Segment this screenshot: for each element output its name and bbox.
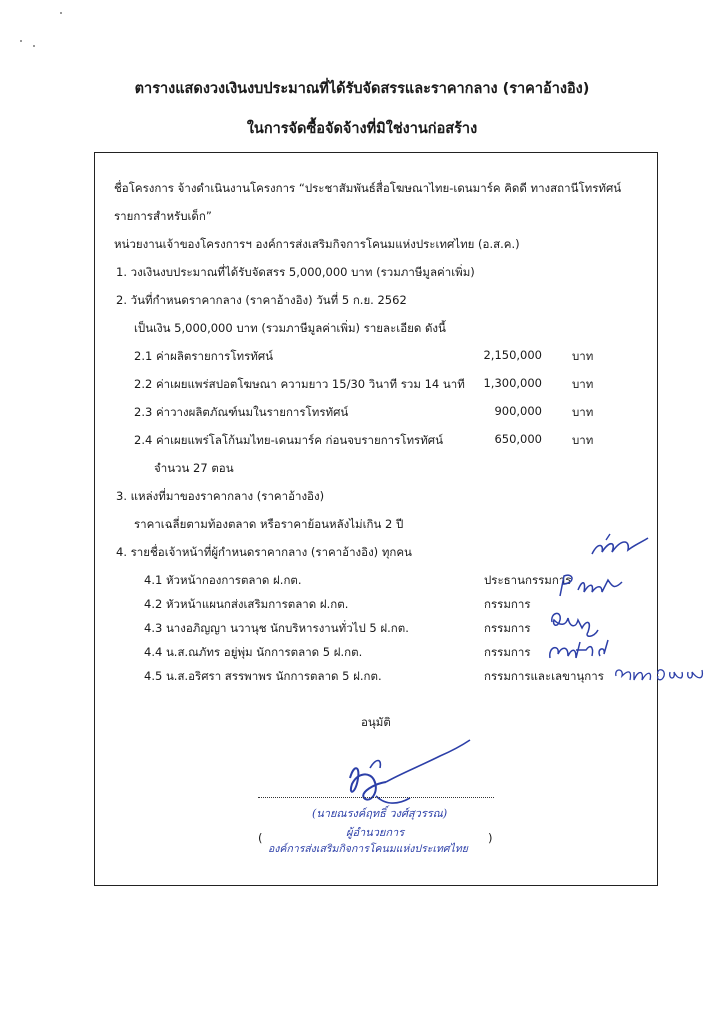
committee-member-role: กรรมการ xyxy=(484,597,531,611)
cost-item-label: 2.3 ค่าวางผลิตภัณฑ์นมในรายการโทรทัศน์ xyxy=(134,405,349,419)
committee-member-role: กรรมการ xyxy=(484,645,531,659)
reference-date-line: 2. วันที่กำหนดราคากลาง (ราคาอ้างอิง) วันที่ 5 ก.ย. 2562 xyxy=(116,293,407,307)
director-organization: องค์การส่งเสริมกิจการโคนมแห่งประเทศไทย xyxy=(268,843,468,855)
handwritten-signature-4-5 xyxy=(612,662,710,686)
committee-member-role: กรรมการและเลขานุการ xyxy=(484,669,604,683)
reference-amount-line: เป็นเงิน 5,000,000 บาท (รวมภาษีมูลค่าเพิ่ม) รายละเอียด ดังนี้ xyxy=(134,321,446,335)
handwritten-initials-signature xyxy=(590,532,650,566)
handwritten-signature-4-1 xyxy=(556,570,626,600)
signature-dotted-line xyxy=(258,797,494,798)
cost-item-unit: บาท xyxy=(572,405,594,419)
committee-member-role: กรรมการ xyxy=(484,621,531,635)
document-title-line-1: ตารางแสดงวงเงินงบประมาณที่ได้รับจัดสรรและราคากลาง (ราคาอ้างอิง) xyxy=(134,81,590,97)
scan-speck xyxy=(33,45,35,47)
price-source-heading: 3. แหล่งที่มาของราคากลาง (ราคาอ้างอิง) xyxy=(116,489,325,503)
cost-item-label: 2.4 ค่าเผยแพร่โลโก้นมไทย-เดนมาร์ค ก่อนจบรายการโทรทัศน์ xyxy=(134,433,443,447)
committee-member-name: 4.2 หัวหน้าแผนกส่งเสริมการตลาด ฝ.กต. xyxy=(144,597,349,611)
budget-line: 1. วงเงินงบประมาณที่ได้รับจัดสรร 5,000,000 บาท (รวมภาษีมูลค่าเพิ่ม) xyxy=(116,265,475,279)
director-position: ผู้อำนวยการ xyxy=(346,826,405,839)
committee-member-name: 4.5 น.ส.อริศรา สรรพาพร นักการตลาด 5 ฝ.กต. xyxy=(144,669,382,683)
cost-item-unit: บาท xyxy=(572,377,594,391)
paren-close: ) xyxy=(488,831,493,845)
director-name: (นายณรงค์ฤทธิ์ วงศ์สุวรรณ) xyxy=(312,807,448,820)
committee-member-name: 4.4 น.ส.ณภัทร อยู่พุ่ม นักการตลาด 5 ฝ.กต. xyxy=(144,645,363,659)
scan-speck xyxy=(60,12,62,14)
cost-item-label: 2.1 ค่าผลิตรายการโทรทัศน์ xyxy=(134,349,273,363)
cost-item-amount: 2,150,000 xyxy=(483,348,542,362)
committee-heading: 4. รายชื่อเจ้าหน้าที่ผู้กำหนดราคากลาง (ราคาอ้างอิง) ทุกคน xyxy=(116,545,412,559)
cost-item-unit: บาท xyxy=(572,349,594,363)
approval-label: อนุมัติ xyxy=(361,715,391,729)
committee-member-name: 4.3 นางอภิญญา นวานุช นักบริหารงานทั่วไป 5 ฝ.กต. xyxy=(144,621,409,635)
episode-count: จำนวน 27 ตอน xyxy=(154,461,234,475)
cost-item-amount: 900,000 xyxy=(494,404,542,418)
cost-item-unit: บาท xyxy=(572,433,594,447)
scan-speck xyxy=(20,40,22,42)
project-name-line-2: รายการสำหรับเด็ก” xyxy=(114,209,212,223)
committee-member-role: ประธานกรรมการ xyxy=(484,573,572,587)
price-source-detail: ราคาเฉลี่ยตามท้องตลาด หรือราคาย้อนหลังไม่เกิน 2 ปี xyxy=(134,517,404,531)
paren-open: ( xyxy=(258,831,263,845)
cost-item-label: 2.2 ค่าเผยแพร่สปอตโฆษณา ความยาว 15/30 วินาที รวม 14 นาที xyxy=(134,377,465,391)
handwritten-signature-4-2 xyxy=(548,606,604,640)
handwritten-signature-4-3 xyxy=(546,636,616,664)
cost-item-amount: 650,000 xyxy=(494,432,542,446)
project-name-line-1: ชื่อโครงการ จ้างดำเนินงานโครงการ “ประชาสัมพันธ์สื่อโฆษณาไทย-เดนมาร์ค คิดดี ทางสถานีโทรทัศน์ xyxy=(114,181,622,195)
agency-line: หน่วยงานเจ้าของโครงการฯ องค์การส่งเสริมกิจการโคนมแห่งประเทศไทย (อ.ส.ค.) xyxy=(114,237,520,251)
document-title-line-2: ในการจัดซื้อจัดจ้างที่มิใช่งานก่อสร้าง xyxy=(246,121,478,137)
cost-item-amount: 1,300,000 xyxy=(483,376,542,390)
committee-member-name: 4.1 หัวหน้ากองการตลาด ฝ.กต. xyxy=(144,573,302,587)
